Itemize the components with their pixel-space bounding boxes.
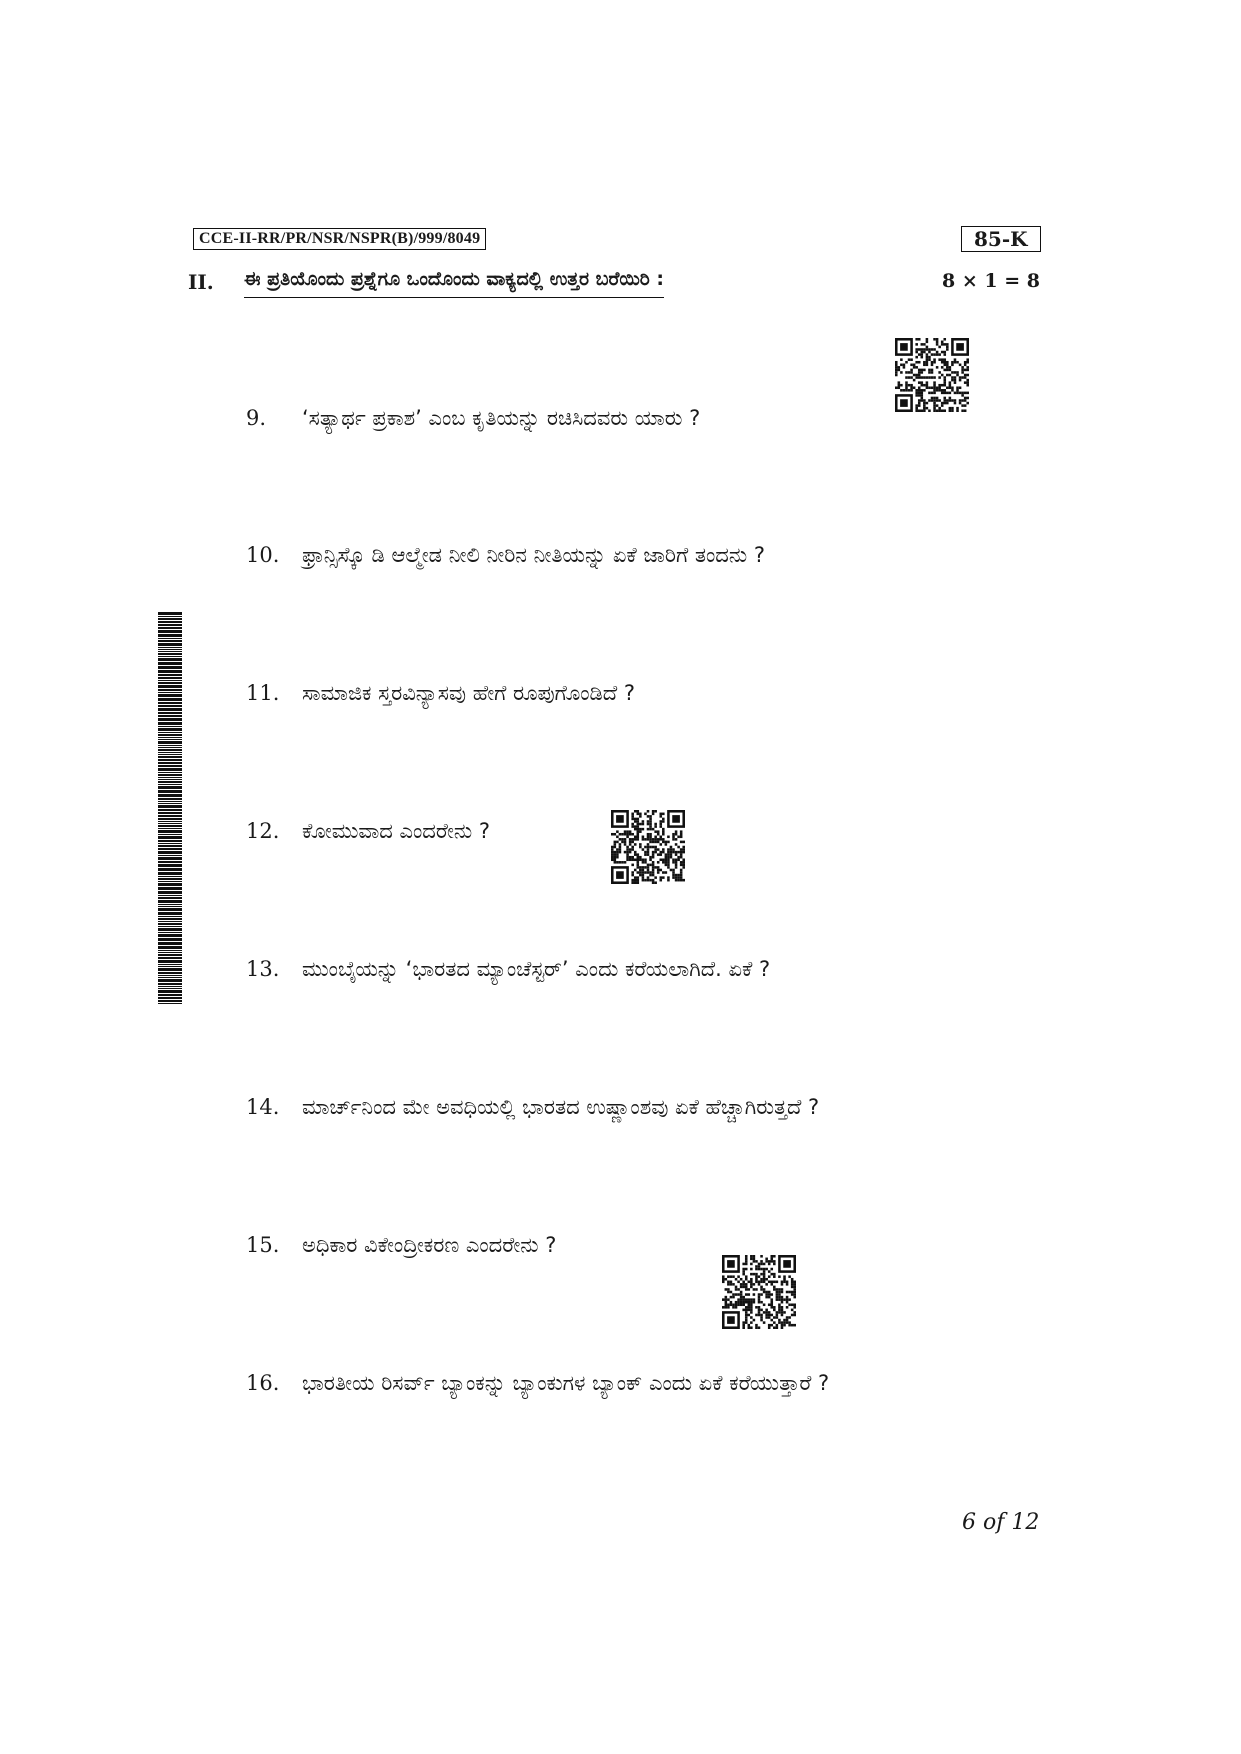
- question-16: [246, 1371, 829, 1396]
- question-number: 9.: [246, 406, 267, 430]
- question-10: [246, 543, 765, 568]
- paper-code: CCE-II-RR/PR/NSR/NSPR(B)/999/8049: [193, 228, 486, 250]
- question-text: ‘ಸತ್ಯಾರ್ಥ ಪ್ರಕಾಶ’ ಎಂಬ ಕೃತಿಯನ್ನು ರಚಿಸಿದವರು ಯಾರು ?: [302, 406, 701, 430]
- question-text: ಫ್ರಾನ್ಸಿಸ್ಕೊ ಡಿ ಆಲ್ಮೇಡ ನೀಲಿ ನೀರಿನ ನೀತಿಯನ್ನು ಏಕೆ ಜಾರಿಗೆ ತಂದನು ?: [302, 543, 766, 567]
- question-15: [246, 1233, 556, 1258]
- question-number: 15.: [246, 1233, 280, 1257]
- question-text: ಸಾಮಾಜಿಕ ಸ್ತರವಿನ್ಯಾಸವು ಹೇಗೆ ರೂಪುಗೊಂಡಿದೆ ?: [302, 681, 635, 705]
- question-number: 14.: [246, 1095, 280, 1119]
- question-11: [246, 681, 635, 706]
- qr-code-icon: [722, 1255, 796, 1329]
- question-text: ಅಧಿಕಾರ ವಿಕೇಂದ್ರೀಕರಣ ಎಂದರೇನು ?: [302, 1233, 557, 1257]
- barcode-icon: [158, 612, 182, 1004]
- question-text: ಮುಂಬೈಯನ್ನು ‘ಭಾರತದ ಮ್ಯಾಂಚೆಸ್ಟರ್’ ಎಂದು ಕರೆಯಲಾಗಿದೆ. ಏಕೆ ?: [302, 957, 771, 981]
- question-text: ಕೋಮುವಾದ ಎಂದರೇನು ?: [302, 819, 491, 843]
- qr-code-icon: [895, 338, 969, 412]
- question-14: [246, 1095, 819, 1120]
- section-instruction: ಈ ಪ್ರತಿಯೊಂದು ಪ್ರಶ್ನೆಗೂ ಒಂದೊಂದು ವಾಕ್ಯದಲ್ಲಿ ಉತ್ತರ ಬರೆಯಿರಿ :: [244, 268, 664, 298]
- question-number: 13.: [246, 957, 280, 981]
- question-text: ಭಾರತೀಯ ರಿಸರ್ವ್ ಬ್ಯಾಂಕನ್ನು ಬ್ಯಾಂಕುಗಳ ಬ್ಯಾಂಕ್ ಎಂದು ಏಕೆ ಕರೆಯುತ್ತಾರೆ ?: [302, 1371, 830, 1395]
- section-number: II.: [188, 270, 214, 294]
- question-number: 12.: [246, 819, 280, 843]
- question-text: ಮಾರ್ಚ್‌ನಿಂದ ಮೇ ಅವಧಿಯಲ್ಲಿ ಭಾರತದ ಉಷ್ಣಾಂಶವು ಏಕೆ ಹೆಚ್ಚಾಗಿರುತ್ತದೆ ?: [302, 1095, 820, 1119]
- subject-code: 85-K: [961, 226, 1041, 252]
- section-marks: 8 × 1 = 8: [942, 270, 1040, 292]
- page-number: 6 of 12: [962, 1510, 1040, 1535]
- question-number: 16.: [246, 1371, 280, 1395]
- question-12: [246, 819, 490, 844]
- question-13: [246, 957, 770, 982]
- qr-code-icon: [611, 810, 685, 884]
- question-number: 11.: [246, 681, 280, 705]
- question-9: [246, 406, 700, 431]
- question-number: 10.: [246, 543, 280, 567]
